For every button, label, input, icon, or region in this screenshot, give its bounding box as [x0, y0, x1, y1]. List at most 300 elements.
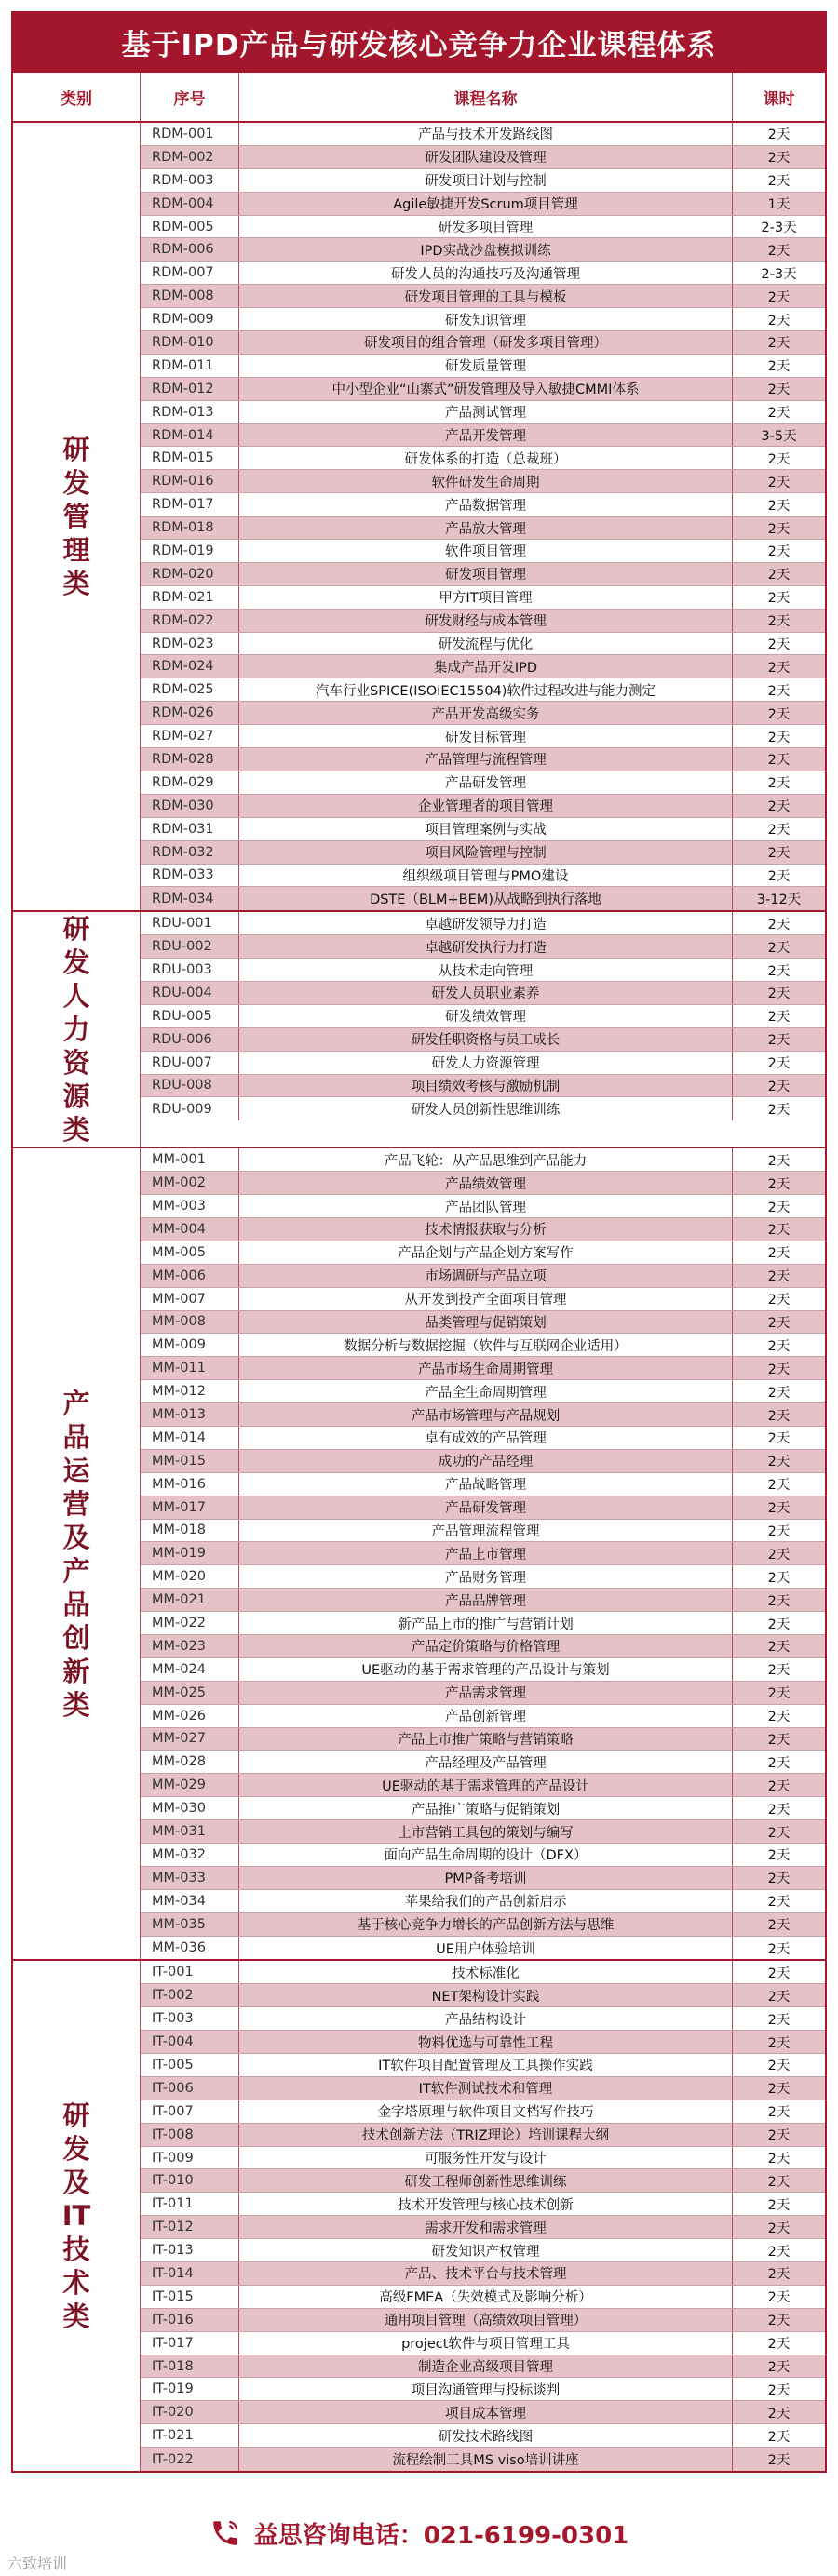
table-row	[141, 563, 825, 586]
table-row	[141, 633, 825, 656]
course-name: 组织级项目管理与PMO建设	[239, 865, 733, 887]
course-duration: 2天	[767, 174, 791, 190]
course-name: 产品上市管理	[239, 1542, 733, 1564]
table-row	[141, 1682, 825, 1705]
course-duration: 2天	[767, 406, 791, 422]
category-cell	[13, 1148, 141, 1959]
table-row	[141, 2239, 825, 2262]
course-duration: 2天	[767, 2059, 791, 2074]
course-duration: 2天	[767, 2453, 791, 2469]
course-name: 可服务性开发与设计	[239, 2147, 733, 2169]
course-code: RDU-008	[141, 1075, 239, 1097]
course-duration: 2天	[767, 940, 791, 956]
course-duration: 2天	[767, 243, 791, 259]
course-code: IT-011	[141, 2193, 239, 2215]
course-name: 产品财务管理	[239, 1565, 733, 1588]
course-duration: 2天	[767, 1103, 791, 1119]
course-duration: 2天	[767, 753, 791, 769]
course-duration: 2天	[767, 799, 791, 815]
course-name: 产品定价策略与价格管理	[239, 1635, 733, 1657]
course-duration: 2天	[767, 868, 791, 884]
course-code: RDM-024	[141, 655, 239, 678]
course-name: 研发人员的沟通技巧及沟通管理	[239, 262, 733, 284]
category-cell	[13, 123, 141, 910]
course-code: RDM-027	[141, 725, 239, 747]
course-duration: 2天	[767, 1478, 791, 1494]
course-name: 中小型企业“山寨式”研发管理及导入敏捷CMMI体系	[239, 378, 733, 400]
table-row	[141, 1218, 825, 1241]
category-section	[11, 1148, 827, 1961]
table-row	[141, 123, 825, 146]
course-name: 产品、技术平台与技术管理	[239, 2262, 733, 2285]
category-label: 研发及IT技术类	[61, 2100, 91, 2333]
course-name: 流程绘制工具MS viso培训讲座	[239, 2448, 733, 2471]
course-name: 产品数据管理	[239, 493, 733, 516]
course-code: RDM-002	[141, 146, 239, 168]
course-name: IT软件项目配置管理及工具操作实践	[239, 2054, 733, 2076]
course-code: IT-006	[141, 2077, 239, 2100]
course-duration: 2天	[767, 823, 791, 839]
course-duration: 2天	[767, 1385, 791, 1401]
course-duration: 2天	[767, 1523, 791, 1539]
course-code: RDM-012	[141, 378, 239, 400]
table-row	[141, 1867, 825, 1890]
course-code: RDM-026	[141, 702, 239, 724]
course-duration: 2天	[767, 2267, 791, 2283]
course-code: MM-031	[141, 1820, 239, 1843]
course-code: RDM-007	[141, 262, 239, 284]
course-duration: 2天	[767, 614, 791, 630]
table-row	[141, 2448, 825, 2471]
course-name: 研发人员创新性思维训练	[239, 1097, 733, 1120]
course-code: MM-029	[141, 1774, 239, 1796]
table-row	[141, 748, 825, 771]
course-name: 卓越研发执行力打造	[239, 935, 733, 958]
course-name: UE驱动的基于需求管理的产品设计与策划	[239, 1658, 733, 1681]
course-name: 产品市场生命周期管理	[239, 1357, 733, 1379]
course-code: IT-014	[141, 2262, 239, 2285]
course-duration: 2天	[767, 1918, 791, 1934]
course-code: RDM-033	[141, 865, 239, 887]
course-code: MM-017	[141, 1496, 239, 1519]
course-code: IT-007	[141, 2100, 239, 2123]
course-name: 研发技术路线图	[239, 2424, 733, 2447]
course-name: 产品开发高级实务	[239, 702, 733, 724]
table-row	[141, 1728, 825, 1751]
course-name: 金字塔原理与软件项目文档写作技巧	[239, 2100, 733, 2123]
course-duration: 2天	[767, 1872, 791, 1887]
course-name: 产品研发管理	[239, 771, 733, 794]
course-code: IT-017	[141, 2332, 239, 2355]
course-code: IT-021	[141, 2424, 239, 2447]
category-cell	[13, 1961, 141, 2471]
course-code: RDU-003	[141, 959, 239, 981]
course-code: RDM-010	[141, 331, 239, 354]
course-name: 产品品牌管理	[239, 1589, 733, 1611]
table-row	[141, 2147, 825, 2170]
course-name: 数据分析与数据挖掘（软件与互联网企业适用）	[239, 1334, 733, 1356]
course-code: IT-012	[141, 2216, 239, 2238]
course-name: 项目管理案例与实战	[239, 818, 733, 840]
table-row	[141, 2262, 825, 2286]
course-code: MM-018	[141, 1520, 239, 1542]
course-duration: 2天	[767, 151, 791, 167]
course-duration: 2天	[767, 2012, 791, 2028]
table-row	[141, 702, 825, 725]
course-code: RDU-006	[141, 1028, 239, 1051]
course-duration: 2天	[767, 1501, 791, 1517]
table-row	[141, 1658, 825, 1682]
course-duration: 2天	[767, 2244, 791, 2260]
course-name: DSTE（BLM+BEM)从战略到执行落地	[239, 887, 733, 910]
table-row	[141, 216, 825, 239]
course-duration: 2天	[767, 1825, 791, 1841]
course-code: MM-004	[141, 1218, 239, 1241]
course-name: 面向产品生命周期的设计（DFX）	[239, 1844, 733, 1866]
table-row	[141, 1357, 825, 1380]
course-duration: 2天	[767, 1200, 791, 1215]
course-code: MM-013	[141, 1403, 239, 1426]
table-row	[141, 1427, 825, 1450]
course-code: IT-002	[141, 1984, 239, 2006]
course-name: UE用户体验培训	[239, 1937, 733, 1960]
course-duration: 2天	[767, 1293, 791, 1308]
course-code: IT-005	[141, 2054, 239, 2076]
course-code: MM-022	[141, 1612, 239, 1634]
table-row	[141, 1890, 825, 1913]
course-code: RDM-005	[141, 216, 239, 238]
course-name: 产品经理及产品管理	[239, 1751, 733, 1773]
course-name: IPD实战沙盘模拟训练	[239, 238, 733, 261]
course-name: 项目绩效考核与激励机制	[239, 1075, 733, 1097]
table-row	[141, 517, 825, 540]
course-name: 产品战略管理	[239, 1473, 733, 1496]
table-row	[141, 982, 825, 1005]
course-duration: 2天	[767, 2197, 791, 2213]
course-code: IT-013	[141, 2239, 239, 2261]
course-code: MM-024	[141, 1658, 239, 1681]
course-duration: 2天	[767, 2429, 791, 2445]
course-code: IT-008	[141, 2124, 239, 2146]
course-duration: 2天	[767, 1269, 791, 1285]
course-code: RDM-032	[141, 841, 239, 864]
course-duration: 2天	[767, 313, 791, 329]
table-body	[11, 123, 827, 2473]
course-code: MM-021	[141, 1589, 239, 1611]
course-code: MM-032	[141, 1844, 239, 1866]
course-name: 项目成本管理	[239, 2401, 733, 2423]
table-row	[141, 1334, 825, 1357]
course-code: MM-035	[141, 1913, 239, 1936]
course-code: RDU-004	[141, 982, 239, 1004]
course-code: RDM-003	[141, 169, 239, 192]
course-duration: 2天	[767, 986, 791, 1002]
table-row	[141, 424, 825, 448]
course-duration: 2天	[767, 637, 791, 653]
course-duration: 2天	[767, 2082, 791, 2098]
table-row	[141, 447, 825, 470]
course-code: RDM-020	[141, 563, 239, 585]
course-name: 技术情报获取与分析	[239, 1218, 733, 1241]
course-code: MM-030	[141, 1797, 239, 1819]
table-row	[141, 2124, 825, 2147]
course-code: MM-033	[141, 1867, 239, 1889]
course-name: 项目沟通管理与投标谈判	[239, 2378, 733, 2400]
course-duration: 2天	[767, 127, 791, 143]
course-duration: 2天	[767, 917, 791, 932]
table-row	[141, 1705, 825, 1728]
course-name: 产品市场管理与产品规划	[239, 1403, 733, 1426]
table-row	[141, 331, 825, 355]
table-row	[141, 1542, 825, 1565]
course-name: 研发流程与优化	[239, 633, 733, 655]
course-code: MM-005	[141, 1241, 239, 1264]
course-name: 项目风险管理与控制	[239, 841, 733, 864]
course-name: 品类管理与促销策划	[239, 1311, 733, 1334]
course-code: RDM-030	[141, 795, 239, 817]
course-duration: 2天	[767, 1570, 791, 1586]
phone-icon	[210, 2517, 241, 2549]
category-label: 研发管理类	[62, 434, 90, 600]
category-label: 产品运营及产品创新类	[62, 1387, 90, 1721]
course-duration: 2天	[767, 521, 791, 537]
course-duration: 2天	[767, 1362, 791, 1377]
course-name: 苹果给我们的产品创新启示	[239, 1890, 733, 1912]
course-name: 研发项目计划与控制	[239, 169, 733, 192]
table-row	[141, 865, 825, 888]
table-row	[141, 493, 825, 517]
course-duration: 2天	[767, 336, 791, 352]
course-code: RDM-022	[141, 610, 239, 632]
course-code: RDM-008	[141, 285, 239, 307]
course-duration: 2天	[767, 1176, 791, 1192]
table-row	[141, 2332, 825, 2355]
course-duration: 2天	[767, 1408, 791, 1424]
table-row	[141, 1028, 825, 1052]
table-row	[141, 2309, 825, 2332]
header-duration: 课时	[763, 89, 795, 109]
table-row	[141, 912, 825, 935]
course-code: MM-019	[141, 1542, 239, 1564]
course-code: RDM-001	[141, 123, 239, 145]
watermark-text: 六致培训	[7, 2555, 68, 2572]
course-code: IT-009	[141, 2147, 239, 2169]
table-row	[141, 1565, 825, 1589]
course-name: 产品与技术开发路线图	[239, 123, 733, 145]
table-row	[141, 1097, 825, 1120]
course-duration: 2天	[767, 683, 791, 699]
course-code: RDM-028	[141, 748, 239, 771]
course-duration: 2天	[767, 660, 791, 676]
course-code: MM-006	[141, 1265, 239, 1287]
course-name: 产品开发管理	[239, 424, 733, 447]
course-name: 产品研发管理	[239, 1496, 733, 1519]
course-duration: 2天	[767, 2105, 791, 2121]
course-table-page	[11, 11, 827, 2473]
course-duration: 2天	[767, 1989, 791, 2005]
course-duration: 2天	[767, 451, 791, 467]
course-code: RDM-014	[141, 424, 239, 447]
course-duration: 2-3天	[761, 266, 797, 282]
course-name: 研发项目管理	[239, 563, 733, 585]
course-duration: 2天	[767, 359, 791, 375]
table-row	[141, 1241, 825, 1265]
course-name: 研发体系的打造（总裁班）	[239, 447, 733, 469]
course-duration: 2天	[767, 1455, 791, 1470]
course-duration: 2天	[767, 1010, 791, 1026]
course-code: RDM-016	[141, 470, 239, 492]
course-code: MM-023	[141, 1635, 239, 1657]
table-row	[141, 725, 825, 748]
table-row	[141, 2424, 825, 2448]
course-duration: 1天	[767, 197, 791, 213]
table-row	[141, 355, 825, 378]
table-row	[141, 959, 825, 982]
course-name: 产品创新管理	[239, 1705, 733, 1727]
table-row	[141, 841, 825, 865]
course-code: RDU-007	[141, 1052, 239, 1074]
course-code: MM-020	[141, 1565, 239, 1588]
course-name: 甲方IT项目管理	[239, 586, 733, 609]
course-duration: 2天	[767, 1246, 791, 1262]
course-duration: 2天	[767, 1056, 791, 1072]
course-name: 产品管理与流程管理	[239, 748, 733, 771]
course-name: 产品上市推广策略与营销策略	[239, 1728, 733, 1751]
course-name: IT软件测试技术和管理	[239, 2077, 733, 2100]
course-name: 成功的产品经理	[239, 1450, 733, 1472]
course-duration: 2天	[767, 2174, 791, 2190]
table-row	[141, 1311, 825, 1335]
category-section	[11, 1961, 827, 2473]
course-name: 产品企划与产品企划方案写作	[239, 1241, 733, 1264]
table-row	[141, 2193, 825, 2216]
course-name: 软件项目管理	[239, 540, 733, 562]
course-code: MM-001	[141, 1148, 239, 1171]
course-code: IT-001	[141, 1961, 239, 1983]
course-code: MM-027	[141, 1728, 239, 1751]
course-name: 研发团队建设及管理	[239, 146, 733, 168]
category-cell	[13, 912, 141, 1147]
course-name: 技术创新方法（TRIZ理论）培训课程大纲	[239, 2124, 733, 2146]
course-name: 研发多项目管理	[239, 216, 733, 238]
table-row	[141, 655, 825, 678]
header-category: 类别	[13, 73, 141, 121]
table-row	[141, 470, 825, 493]
table-row	[141, 678, 825, 702]
course-code: RDU-009	[141, 1097, 239, 1120]
table-row	[141, 401, 825, 424]
course-duration: 2天	[767, 2360, 791, 2376]
course-code: IT-022	[141, 2448, 239, 2471]
header-code: 序号	[141, 73, 239, 121]
course-code: RDM-023	[141, 633, 239, 655]
course-duration: 2天	[767, 1640, 791, 1656]
course-name: 从开发到投产全面项目管理	[239, 1288, 733, 1310]
table-row	[141, 586, 825, 610]
course-duration: 2天	[767, 730, 791, 745]
course-duration: 2天	[767, 1593, 791, 1609]
course-code: MM-014	[141, 1427, 239, 1449]
table-row	[141, 238, 825, 262]
table-row	[141, 2378, 825, 2401]
table-row	[141, 1288, 825, 1311]
table-row	[141, 308, 825, 331]
page-title: 基于IPD产品与研发核心竞争力企业课程体系	[11, 11, 827, 73]
course-code: MM-003	[141, 1195, 239, 1217]
course-name: 产品需求管理	[239, 1682, 733, 1704]
course-code: MM-025	[141, 1682, 239, 1704]
course-code: MM-002	[141, 1172, 239, 1194]
course-code: RDM-029	[141, 771, 239, 794]
course-name: 基于核心竞争力增长的产品创新方法与思维	[239, 1913, 733, 1936]
course-duration: 3-12天	[756, 892, 802, 908]
course-duration: 2天	[767, 1895, 791, 1911]
course-duration: 2天	[767, 963, 791, 979]
course-name: 产品全生命周期管理	[239, 1380, 733, 1402]
table-row	[141, 2077, 825, 2100]
category-section	[11, 123, 827, 912]
course-duration: 2天	[767, 1315, 791, 1331]
course-name: 研发人员职业素养	[239, 982, 733, 1004]
table-row	[141, 1473, 825, 1496]
course-duration: 2天	[767, 1941, 791, 1957]
table-row	[141, 2100, 825, 2124]
table-header	[11, 73, 827, 123]
table-row	[141, 1589, 825, 1612]
course-name: 卓有成效的产品管理	[239, 1427, 733, 1449]
table-row	[141, 1005, 825, 1028]
table-row	[141, 887, 825, 910]
table-row	[141, 1450, 825, 1473]
table-row	[141, 1520, 825, 1543]
course-name: 研发质量管理	[239, 355, 733, 377]
course-code: RDM-013	[141, 401, 239, 423]
course-duration: 2天	[767, 1617, 791, 1632]
course-duration: 2天	[767, 2337, 791, 2353]
course-duration: 2天	[767, 2035, 791, 2051]
course-duration: 2天	[767, 1079, 791, 1094]
table-row	[141, 1380, 825, 1403]
table-row	[141, 1172, 825, 1195]
table-row	[141, 1913, 825, 1937]
table-row	[141, 1984, 825, 2007]
course-name: 研发知识管理	[239, 308, 733, 330]
course-name: 研发任职资格与员工成长	[239, 1028, 733, 1051]
course-duration: 2天	[767, 2406, 791, 2422]
course-code: RDM-031	[141, 818, 239, 840]
course-code: RDU-001	[141, 912, 239, 934]
course-code: RDM-021	[141, 586, 239, 609]
course-duration: 2天	[767, 1778, 791, 1794]
course-code: MM-007	[141, 1288, 239, 1310]
course-code: RDM-006	[141, 238, 239, 261]
course-code: RDM-009	[141, 308, 239, 330]
course-code: MM-008	[141, 1311, 239, 1334]
course-code: IT-010	[141, 2169, 239, 2192]
course-duration: 2天	[767, 1431, 791, 1447]
course-code: RDM-015	[141, 447, 239, 469]
course-code: RDU-005	[141, 1005, 239, 1027]
course-duration: 2天	[767, 1033, 791, 1049]
course-name: 需求开发和需求管理	[239, 2216, 733, 2238]
course-name: project软件与项目管理工具	[239, 2332, 733, 2355]
course-duration: 2天	[767, 2290, 791, 2306]
course-code: RDM-017	[141, 493, 239, 516]
table-row	[141, 2031, 825, 2054]
course-duration: 2天	[767, 1223, 791, 1239]
course-duration: 2天	[767, 2314, 791, 2329]
course-name: 研发工程师创新性思维训练	[239, 2169, 733, 2192]
